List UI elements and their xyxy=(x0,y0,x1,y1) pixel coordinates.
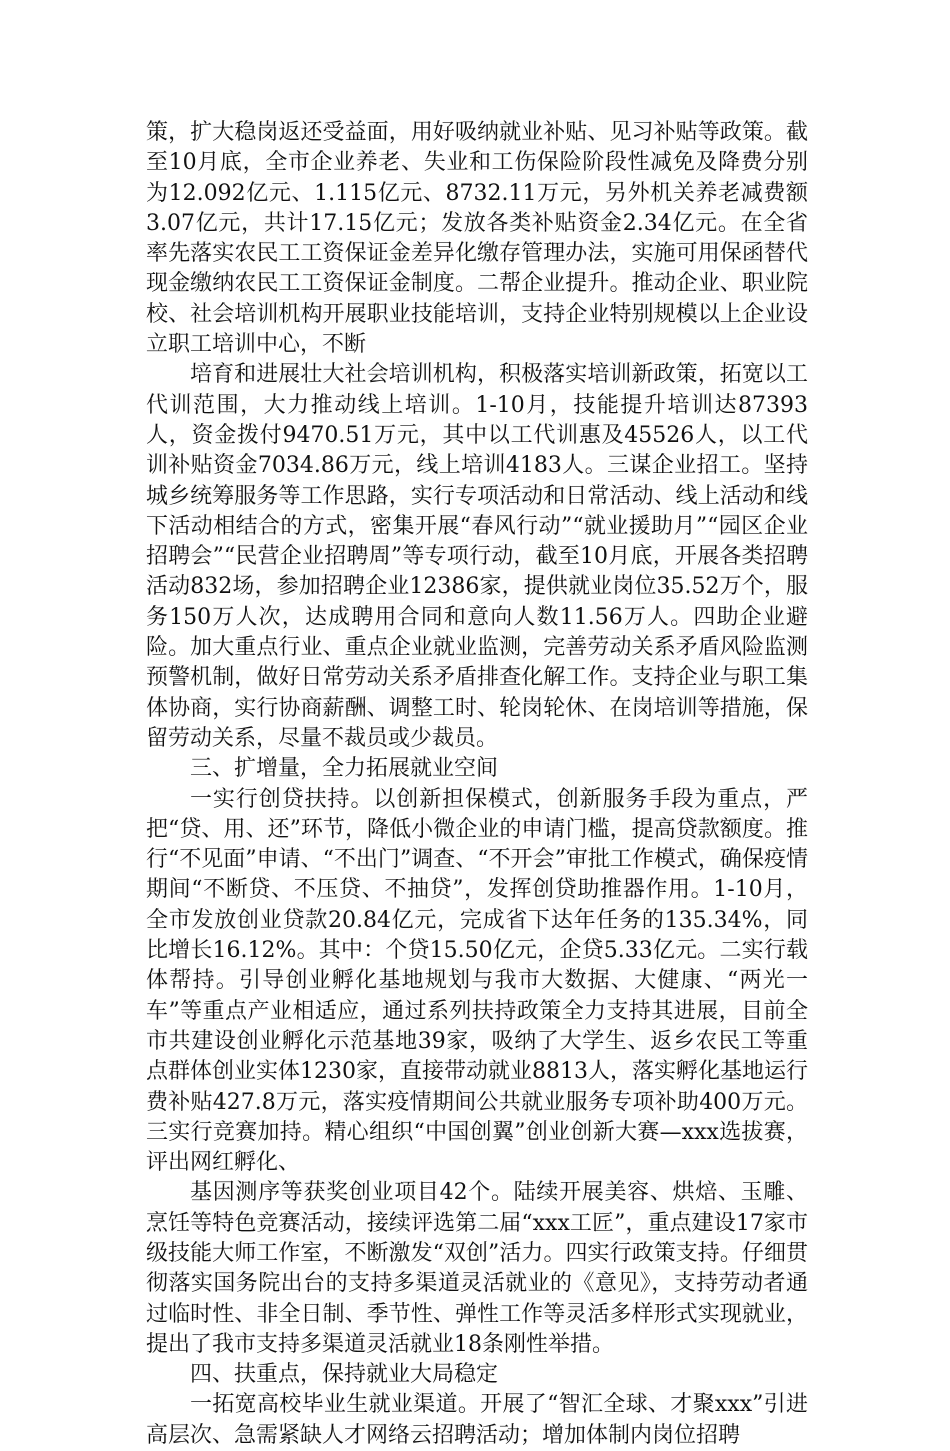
paragraph-5: 一拓宽高校毕业生就业渠道。开展了“智汇全球、才聚xxx”引进高层次、急需紧缺人才网络云招聘活动；增加体制内岗位招聘 xyxy=(146,1392,808,1448)
section-heading-4: 四、扶重点，保持就业大局稳定 xyxy=(190,1362,499,1388)
paragraph-4: 基因测序等获奖创业项目42个。陆续开展美容、烘焙、玉雕、烹饪等特色竞赛活动，接续评选第二届“xxx工匠”，重点建设17家市级技能大师工作室，不断激发“双创”活力。四实行政策支持。仔细贯彻落实国务院出台的支持多渠道灵活就业的《意见》，支持劳动者通过临时性、非全日制、季节性、弹性工作等灵活多样形式实现就业，提出了我市支持多渠道灵活就业18条刚性举措。 xyxy=(146,1180,808,1357)
paragraph-3: 一实行创贷扶持。以创新担保模式，创新服务手段为重点，严把“贷、用、还”环节，降低小微企业的申请门槛，提高贷款额度。推行“不见面”申请、“不出门”调查、“不开会”审批工作模式，确保疫情期间“不断贷、不压贷、不抽贷”，发挥创贷助推器作用。1-10月，全市发放创业贷款20.84亿元，完成省下达年任务的135.34%，同比增长16.12%。其中：个贷15.50亿元，企贷5.33亿元。二实行载体帮持。引导创业孵化基地规划与我市大数据、大健康、“两光一车”等重点产业相适应，通过系列扶持政策全力支持其进展，目前全市共建设创业孵化示范基地39家，吸纳了大学生、返乡农民工等重点群体创业实体1230家，直接带动就业8813人，落实孵化基地运行费补贴427.8万元，落实疫情期间公共就业服务专项补助400万元。三实行竞赛加持。精心组织“中国创翼”创业创新大赛—xxx选拔赛，评出网红孵化、 xyxy=(146,786,808,1176)
section-heading-3: 三、扩增量，全力拓展就业空间 xyxy=(190,756,499,782)
document-body xyxy=(146,118,808,1451)
paragraph-2: 培育和进展壮大社会培训机构，积极落实培训新政策，拓宽以工代训范围，大力推动线上培训。1-10月，技能提升培训达87393人，资金拨付9470.51万元，其中以工代训惠及45526人，以工代训补贴资金7034.86万元，线上培训4183人。三谋企业招工。坚持城乡统筹服务等工作思路，实行专项活动和日常活动、线上活动和线下活动相结合的方式，密集开展“春风行动”“就业援助月”“园区企业招聘会”“民营企业招聘周”等专项行动，截至10月底，开展各类招聘活动832场，参加招聘企业12386家，提供就业岗位35.52万个，服务150万人次，达成聘用合同和意向人数11.56万人。四助企业避险。加大重点行业、重点企业就业监测，完善劳动关系矛盾风险监测预警机制，做好日常劳动关系矛盾排查化解工作。支持企业与职工集体协商，实行协商薪酬、调整工时、轮岗轮休、在岗培训等措施，保留劳动关系，尽量不裁员或少裁员。 xyxy=(146,362,808,751)
paragraph-1: 策，扩大稳岗返还受益面，用好吸纳就业补贴、见习补贴等政策。截至10月底，全市企业养老、失业和工伤保险阶段性减免及降费分别为12.092亿元、1.115亿元、8732.11万元，另外机关养老减费额3.07亿元，共计17.15亿元；发放各类补贴资金2.34亿元。在全省率先落实农民工工资保证金差异化缴存管理办法，实施可用保函替代现金缴纳农民工工资保证金制度。二帮企业提升。推动企业、职业院校、社会培训机构开展职业技能培训，支持企业特别规模以上企业设立职工培训中心，不断 xyxy=(146,120,808,358)
